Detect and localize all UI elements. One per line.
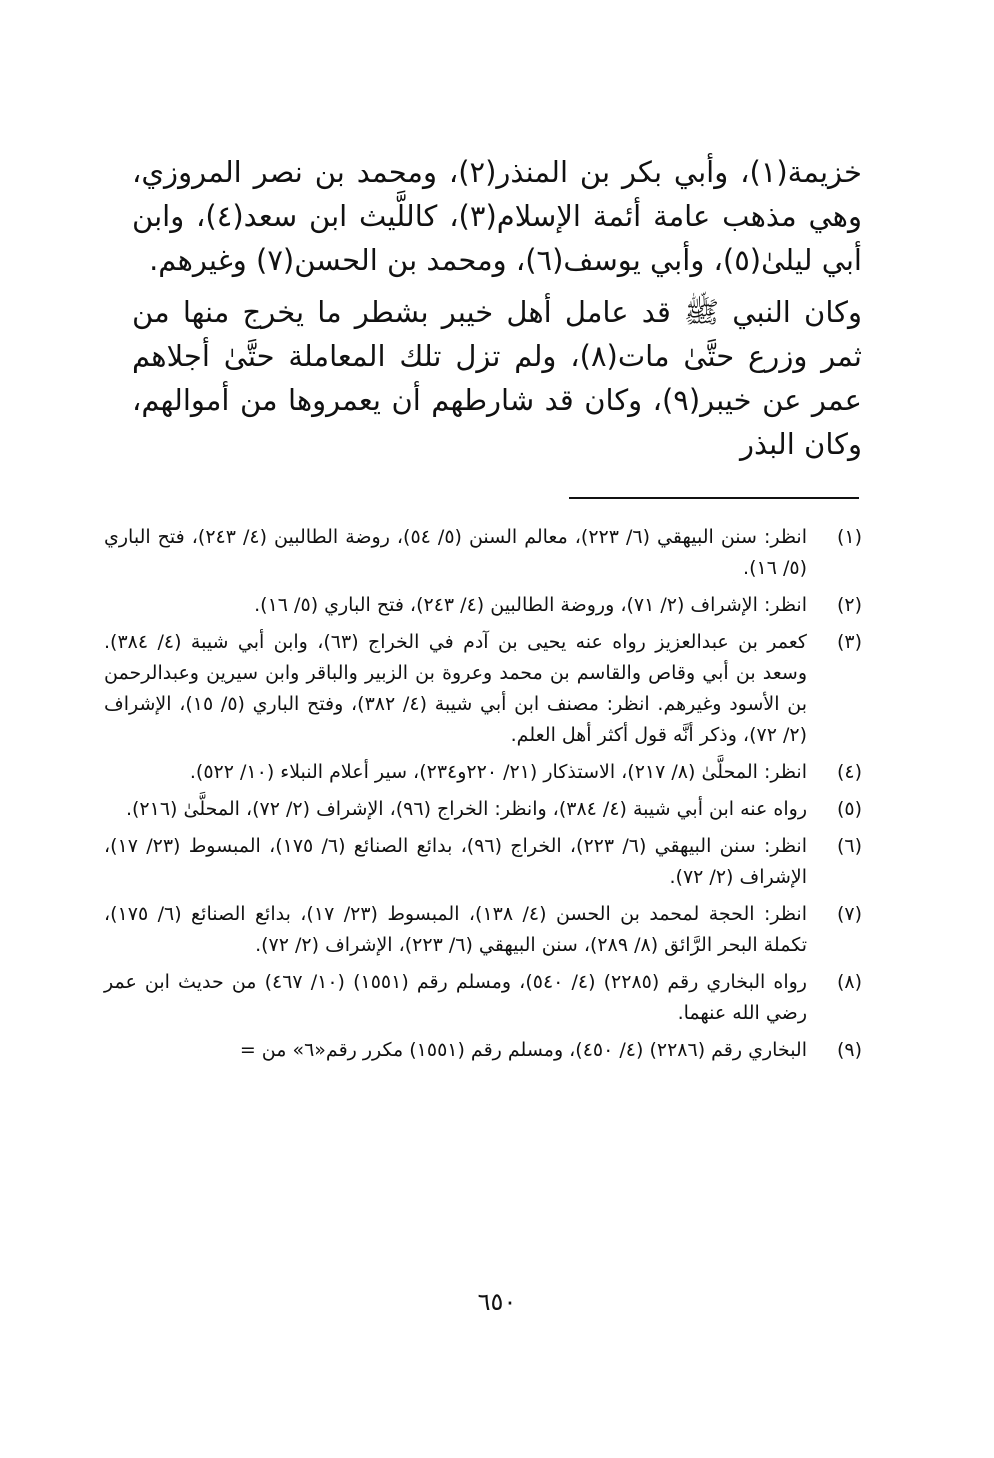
- footnote-text: البخاري رقم (٢٢٨٦) (٤/ ٤٥٠)، ومسلم رقم (١٥٥١) مكرر رقم«٦» من =: [239, 1039, 807, 1061]
- footnote-text: انظر: سنن البيهقي (٦/ ٢٢٣)، معالم السنن (٥/ ٥٤)، روضة الطالبين (٤/ ٢٤٣)، فتح الباري (٥/ ١٦).: [104, 526, 807, 579]
- footnote-divider: [569, 497, 859, 499]
- footnotes: [104, 522, 862, 1072]
- footnote-text: انظر: الإشراف (٢/ ٧١)، وروضة الطالبين (٤/ ٢٤٣)، فتح الباري (٥/ ١٦).: [254, 594, 807, 616]
- footnote-number: (٦): [836, 835, 862, 857]
- footnote-text: كعمر بن عبدالعزيز رواه عنه يحيى بن آدم في الخراج (٦٣)، وابن أبي شيبة (٤/ ٣٨٤). وسعد بن أبي وقاص والقاسم بن محمد وعروة بن الزبير والباقر وابن سيرين وعبدالرحمن بن الأسود وغيرهم. انظر: مصنف ابن أبي شيبة (٤/ ٣٨٢)، وفتح الباري (٥/ ١٥)، الإشراف (٢/ ٧٢)، وذكر أنَّه قول أكثر أهل العلم.: [104, 631, 807, 746]
- footnote-number: (٢): [836, 594, 862, 616]
- footnote-1: [104, 522, 862, 584]
- footnote-number: (٧): [836, 903, 862, 925]
- footnote-2: [104, 590, 862, 621]
- footnote-text: انظر: سنن البيهقي (٦/ ٢٢٣)، الخراج (٩٦)، بدائع الصنائع (٦/ ١٧٥)، المبسوط (٢٣/ ١٧)، الإشراف (٢/ ٧٢).: [104, 835, 807, 888]
- footnote-6: [104, 831, 862, 893]
- footnote-number: (٥): [836, 798, 862, 820]
- footnote-number: (١): [836, 526, 862, 548]
- footnote-text: رواه البخاري رقم (٢٢٨٥) (٤/ ٥٤٠)، ومسلم رقم (١٥٥١) (١٠/ ٤٦٧) من حديث ابن عمر رضي الله عنهما.: [104, 971, 807, 1024]
- footnote-number: (٣): [836, 631, 862, 653]
- footnote-8: [104, 967, 862, 1029]
- footnote-number: (٤): [836, 761, 862, 783]
- footnote-number: (٩): [836, 1039, 862, 1061]
- page-number: ٦٥٠: [477, 1288, 517, 1316]
- main-text: [132, 150, 862, 474]
- footnote-text: انظر: الحجة لمحمد بن الحسن (٤/ ١٣٨)، المبسوط (٢٣/ ١٧)، بدائع الصنائع (٦/ ١٧٥)، تكملة البحر الرَّائق (٨/ ٢٨٩)، سنن البيهقي (٦/ ٢٢٣)، الإشراف (٢/ ٧٢).: [104, 903, 807, 956]
- footnote-5: [104, 794, 862, 825]
- footnote-number: (٨): [836, 971, 862, 993]
- footnote-text: انظر: المحلَّىٰ (٨/ ٢١٧)، الاستذكار (٢١/ ٢٢٠و٢٣٤)، سير أعلام النبلاء (١٠/ ٥٢٢).: [189, 761, 807, 783]
- footnote-7: [104, 899, 862, 961]
- footnote-text: رواه عنه ابن أبي شيبة (٤/ ٣٨٤)، وانظر: الخراج (٩٦)، الإشراف (٢/ ٧٢)، المحلَّىٰ (٢١٦).: [125, 798, 807, 820]
- footnote-4: [104, 757, 862, 788]
- main-paragraph-2: وكان النبي ﷺ قد عامل أهل خيبر بشطر ما يخرج منها من ثمر وزرع حتَّىٰ مات(٨)، ولم تزل تلك المعاملة حتَّىٰ أجلاهم عمر عن خيبر(٩)، وكان قد شارطهم أن يعمروها من أموالهم، وكان البذر: [132, 295, 862, 461]
- main-paragraph-1: خزيمة(١)، وأبي بكر بن المنذر(٢)، ومحمد بن نصر المروزي، وهي مذهب عامة أئمة الإسلام(٣)، كاللَّيث ابن سعد(٤)، وابن أبي ليلىٰ(٥)، وأبي يوسف(٦)، ومحمد بن الحسن(٧) وغيرهم.: [132, 155, 862, 277]
- footnote-3: [104, 627, 862, 751]
- footnote-9: [104, 1035, 862, 1066]
